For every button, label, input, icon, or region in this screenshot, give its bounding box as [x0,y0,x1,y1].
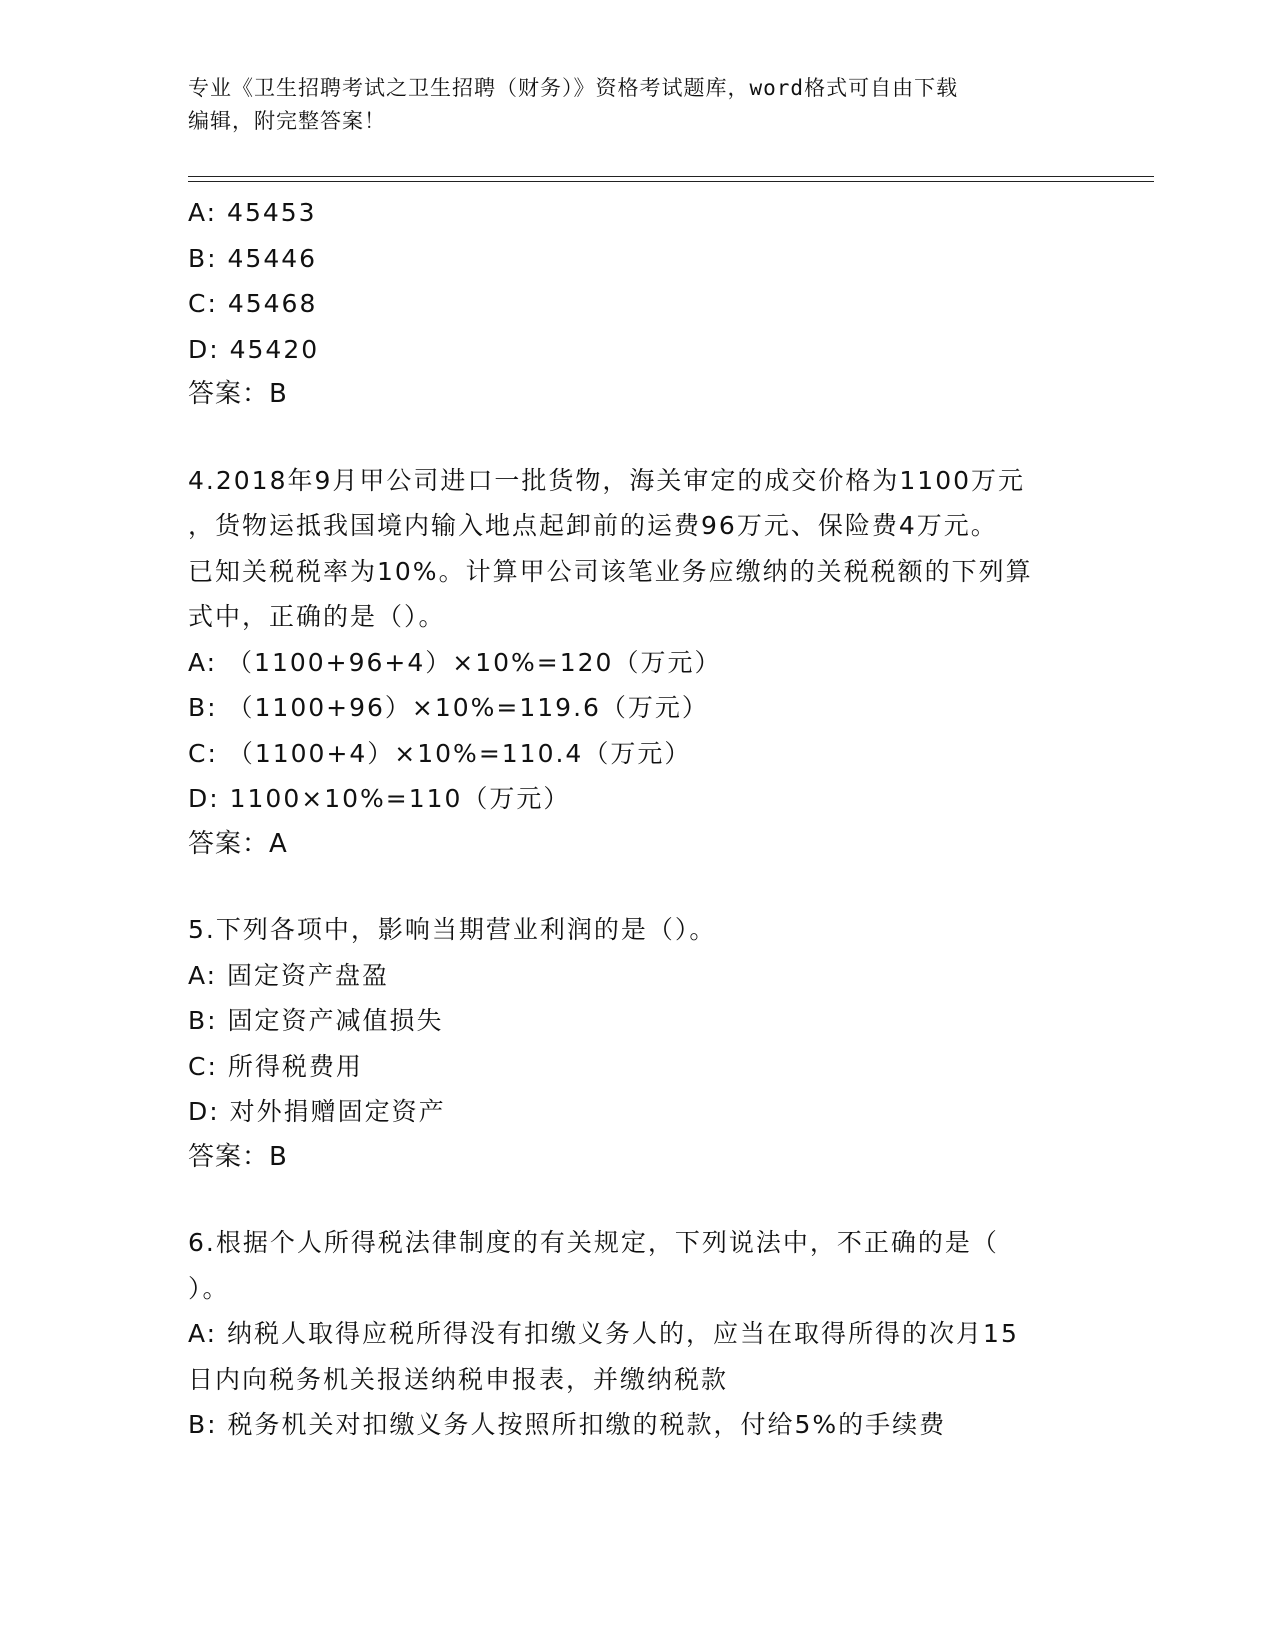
header-line-1: 专业《卫生招聘考试之卫生招聘（财务）》资格考试题库，word格式可自由下载 [188,76,959,100]
option-b: B: 45446 [188,243,318,273]
option-a: A: 固定资产盘盈 [188,960,390,990]
question-stem-line: ，货物运抵我国境内输入地点起卸前的运费96万元、保险费4万元。 [188,511,998,540]
option-b: B: （1100+96）×10%=119.6（万元） [188,693,709,722]
question-stem-line: 5.下列各项中，影响当期营业利润的是（）。 [188,915,717,944]
answer: 答案：B [188,1141,288,1172]
question-stem-line: 式中，正确的是（）。 [188,602,446,631]
option-a: A: 45453 [188,198,317,227]
document-header [188,72,1088,138]
header-line-2: 编辑，附完整答案！ [188,109,386,133]
option-b: B: 税务机关对扣缴义务人按照所扣缴的税款，付给5%的手续费 [188,1410,947,1439]
option-b: B: 固定资产减值损失 [188,1006,444,1035]
answer: 答案：A [188,828,288,859]
question-stem-line: 已知关税税率为10%。计算甲公司该笔业务应缴纳的关税税额的下列算 [188,556,1033,586]
document-body [188,190,1088,1448]
spacer [188,418,1088,458]
answer: 答案：B [188,379,288,409]
option-c: C: 所得税费用 [188,1051,363,1081]
spacer [188,867,1088,907]
option-d: D: 45420 [188,334,320,364]
question-stem-line: 4.2018年9月甲公司进口一批货物，海关审定的成交价格为1100万元 [188,465,1026,495]
option-c: C: 45468 [188,289,318,318]
spacer [188,1180,1088,1220]
option-a-continued: 日内向税务机关报送纳税申报表，并缴纳税款 [188,1364,729,1394]
option-a: A: 纳税人取得应税所得没有扣缴义务人的，应当在取得所得的次月15 [188,1319,1019,1348]
header-divider-top [188,176,1154,177]
question-6 [188,1220,1088,1448]
question-stem-line: 6.根据个人所得税法律制度的有关规定，下列说法中，不正确的是（ [188,1228,999,1257]
option-d: D: 对外捐赠固定资产 [188,1097,446,1126]
question-5 [188,907,1088,1180]
option-c: C: （1100+4）×10%=110.4（万元） [188,738,692,768]
option-a: A: （1100+96+4）×10%=120（万元） [188,647,722,677]
question-stem-line: ）。 [188,1273,230,1303]
header-divider-bottom [188,181,1154,182]
question-4 [188,458,1088,868]
question-3 [188,190,1088,418]
option-d: D: 1100×10%=110（万元） [188,784,571,813]
